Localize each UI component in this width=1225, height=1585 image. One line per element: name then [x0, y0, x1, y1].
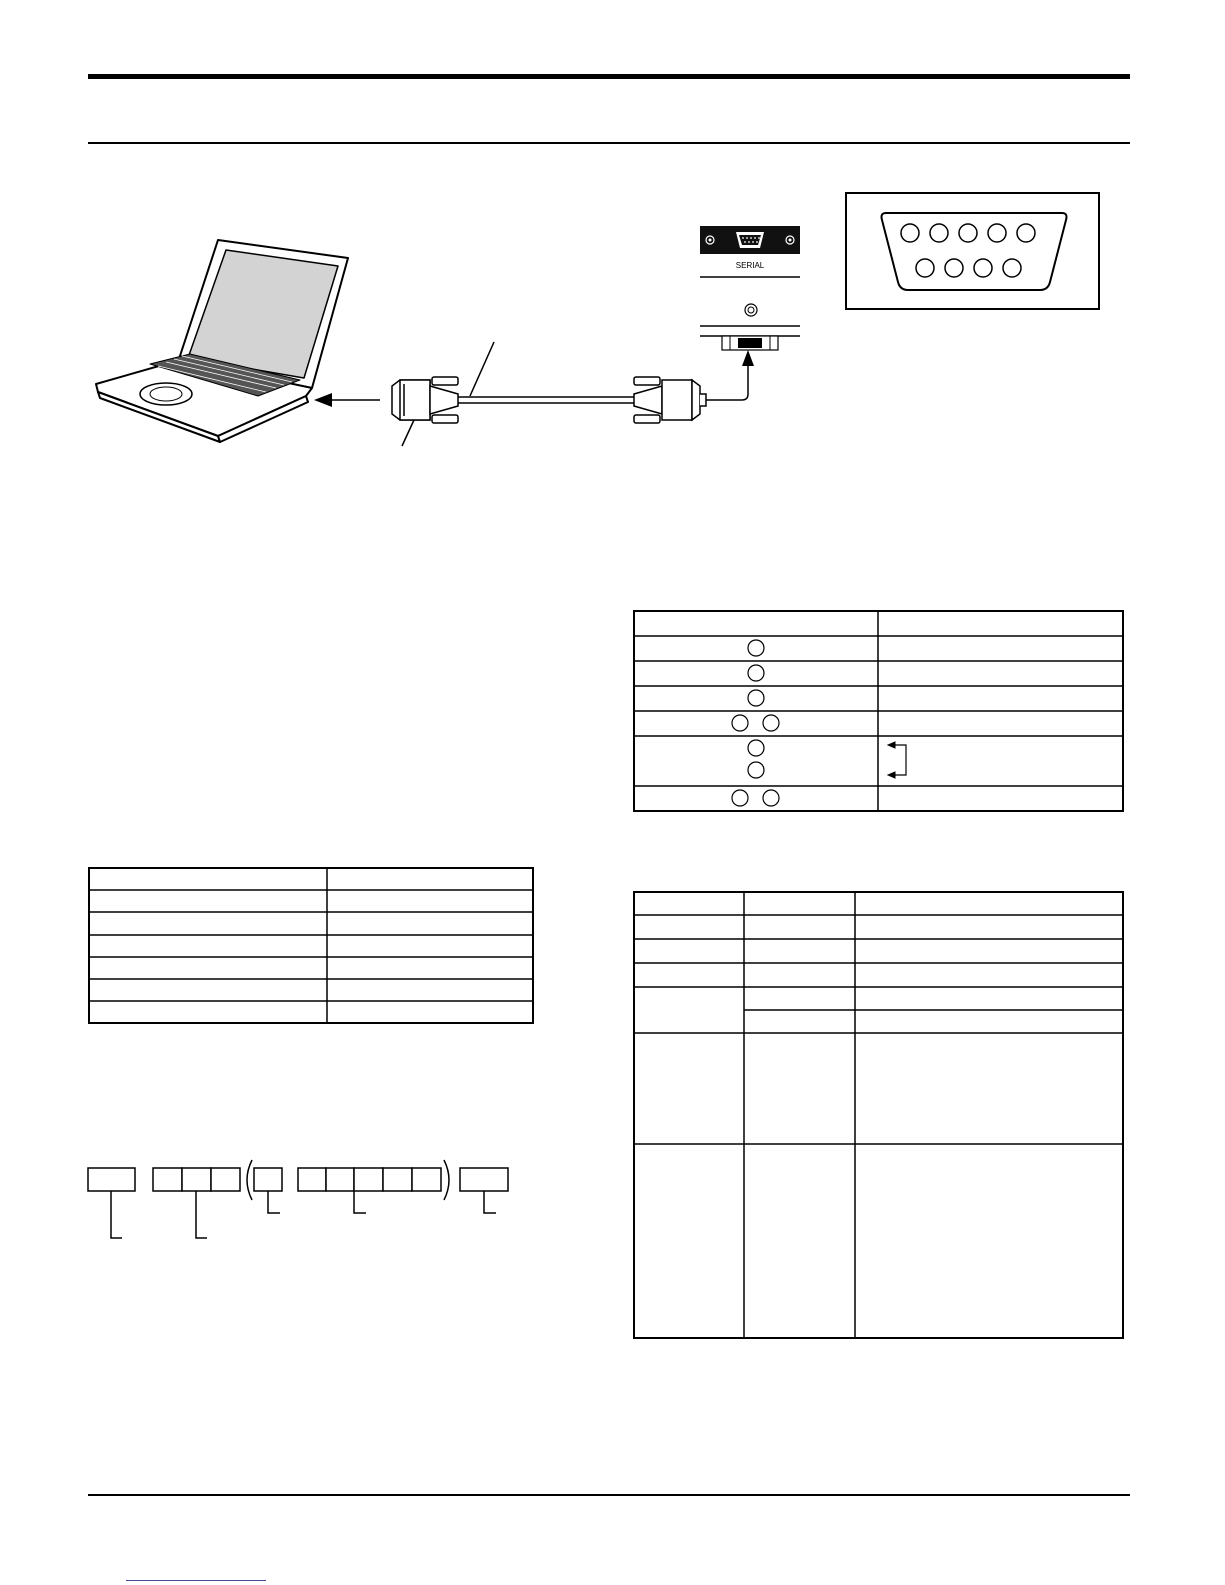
- serial-label: SERIAL: [735, 261, 765, 270]
- d-sub-9pin-connector-right-icon: [634, 377, 706, 423]
- command-list-table: [634, 892, 1123, 1338]
- serial-terminal-panel-icon: [700, 226, 800, 350]
- d-sub-9pin-connector-icon: [392, 377, 458, 423]
- command-format-diagram: [88, 1160, 508, 1238]
- laptop-icon: [96, 240, 348, 442]
- arrow-to-serial-icon: [706, 350, 754, 400]
- comm-params-table: [89, 868, 533, 1023]
- pin-layout-diagram: [846, 193, 1099, 309]
- arrow-to-laptop-icon: [314, 393, 380, 407]
- pin-table: [634, 611, 1123, 811]
